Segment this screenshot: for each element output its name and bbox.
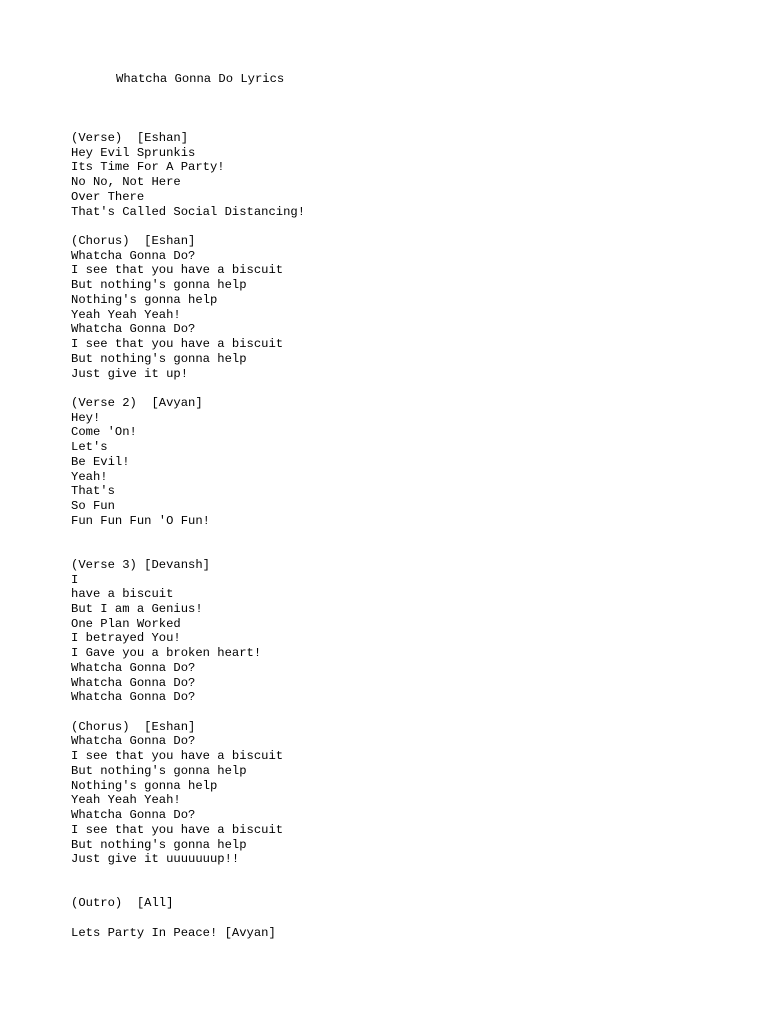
lyric-line: Whatcha Gonna Do? <box>71 660 196 675</box>
lyric-line: Whatcha Gonna Do? <box>71 808 196 823</box>
blank-line <box>71 381 305 396</box>
lyric-line: Yeah! <box>71 469 108 484</box>
blank-line <box>71 882 305 897</box>
lyric-line: But I am a Genius! <box>71 602 203 616</box>
lyric-line: Lets Party In Peace! [Avyan] <box>71 925 276 940</box>
blank-line <box>71 911 305 926</box>
lyric-line: Its Time For A Party! <box>71 160 225 175</box>
lyric-line: Whatcha Gonna Do? <box>71 734 196 749</box>
lyric-line: But nothing's gonna help <box>71 278 247 293</box>
lyric-line: Yeah Yeah Yeah! <box>71 307 181 322</box>
lyric-line: Whatcha Gonna Do? <box>71 690 196 705</box>
lyric-line: That's <box>71 484 115 499</box>
blank-line <box>71 543 305 558</box>
section-heading: (Verse 2) [Avyan] <box>71 395 203 410</box>
lyric-line: No No, Not Here <box>71 175 181 190</box>
lyric-line: have a biscuit <box>71 587 174 602</box>
blank-line <box>71 705 305 720</box>
lyric-line: Yeah Yeah Yeah! <box>71 793 181 808</box>
lyric-line: I see that you have a biscuit <box>71 822 284 837</box>
lyric-line: But nothing's gonna help <box>71 837 247 852</box>
section-heading: (Verse) [Eshan] <box>71 131 189 145</box>
lyric-line: I see that you have a biscuit <box>71 337 284 352</box>
section-heading: (Verse 3) [Devansh] <box>71 557 210 572</box>
lyric-line: Just give it up! <box>71 366 189 381</box>
lyric-line: I see that you have a biscuit <box>71 749 284 764</box>
lyric-line: I betrayed You! <box>71 631 181 646</box>
lyric-line: Hey! <box>71 410 101 425</box>
section-heading: (Chorus) [Eshan] <box>71 234 196 249</box>
lyric-line: Just give it uuuuuuup!! <box>71 852 240 867</box>
lyric-line: But nothing's gonna help <box>71 763 247 778</box>
lyric-line: Hey Evil Sprunkis <box>71 145 196 160</box>
lyric-line: Over There <box>71 189 145 204</box>
lyric-line: I see that you have a biscuit <box>71 263 284 278</box>
blank-line <box>71 867 305 882</box>
lyric-line: But nothing's gonna help <box>71 351 247 366</box>
blank-line <box>71 528 305 543</box>
document-title: Whatcha Gonna Do Lyrics <box>116 72 285 86</box>
lyric-line: Whatcha Gonna Do? <box>71 675 196 690</box>
section-heading: (Chorus) [Eshan] <box>71 719 196 734</box>
lyric-line: One Plan Worked <box>71 616 181 631</box>
lyric-line: Nothing's gonna help <box>71 778 218 793</box>
lyric-line: That's Called Social Distancing! <box>71 204 306 219</box>
lyric-line: Come 'On! <box>71 425 137 440</box>
lyric-line: I Gave you a broken heart! <box>71 646 262 661</box>
lyric-line: I <box>71 572 79 587</box>
lyric-line: Be Evil! <box>71 454 130 469</box>
lyric-line: Whatcha Gonna Do? <box>71 322 196 337</box>
blank-line <box>71 219 305 234</box>
lyric-line: So Fun <box>71 498 115 513</box>
section-heading: (Outro) [All] <box>71 896 174 911</box>
lyrics-body <box>71 131 305 941</box>
lyric-line: Let's <box>71 440 108 455</box>
lyric-line: Nothing's gonna help <box>71 292 218 307</box>
lyric-line: Fun Fun Fun 'O Fun! <box>71 513 210 528</box>
lyric-line: Whatcha Gonna Do? <box>71 248 196 263</box>
